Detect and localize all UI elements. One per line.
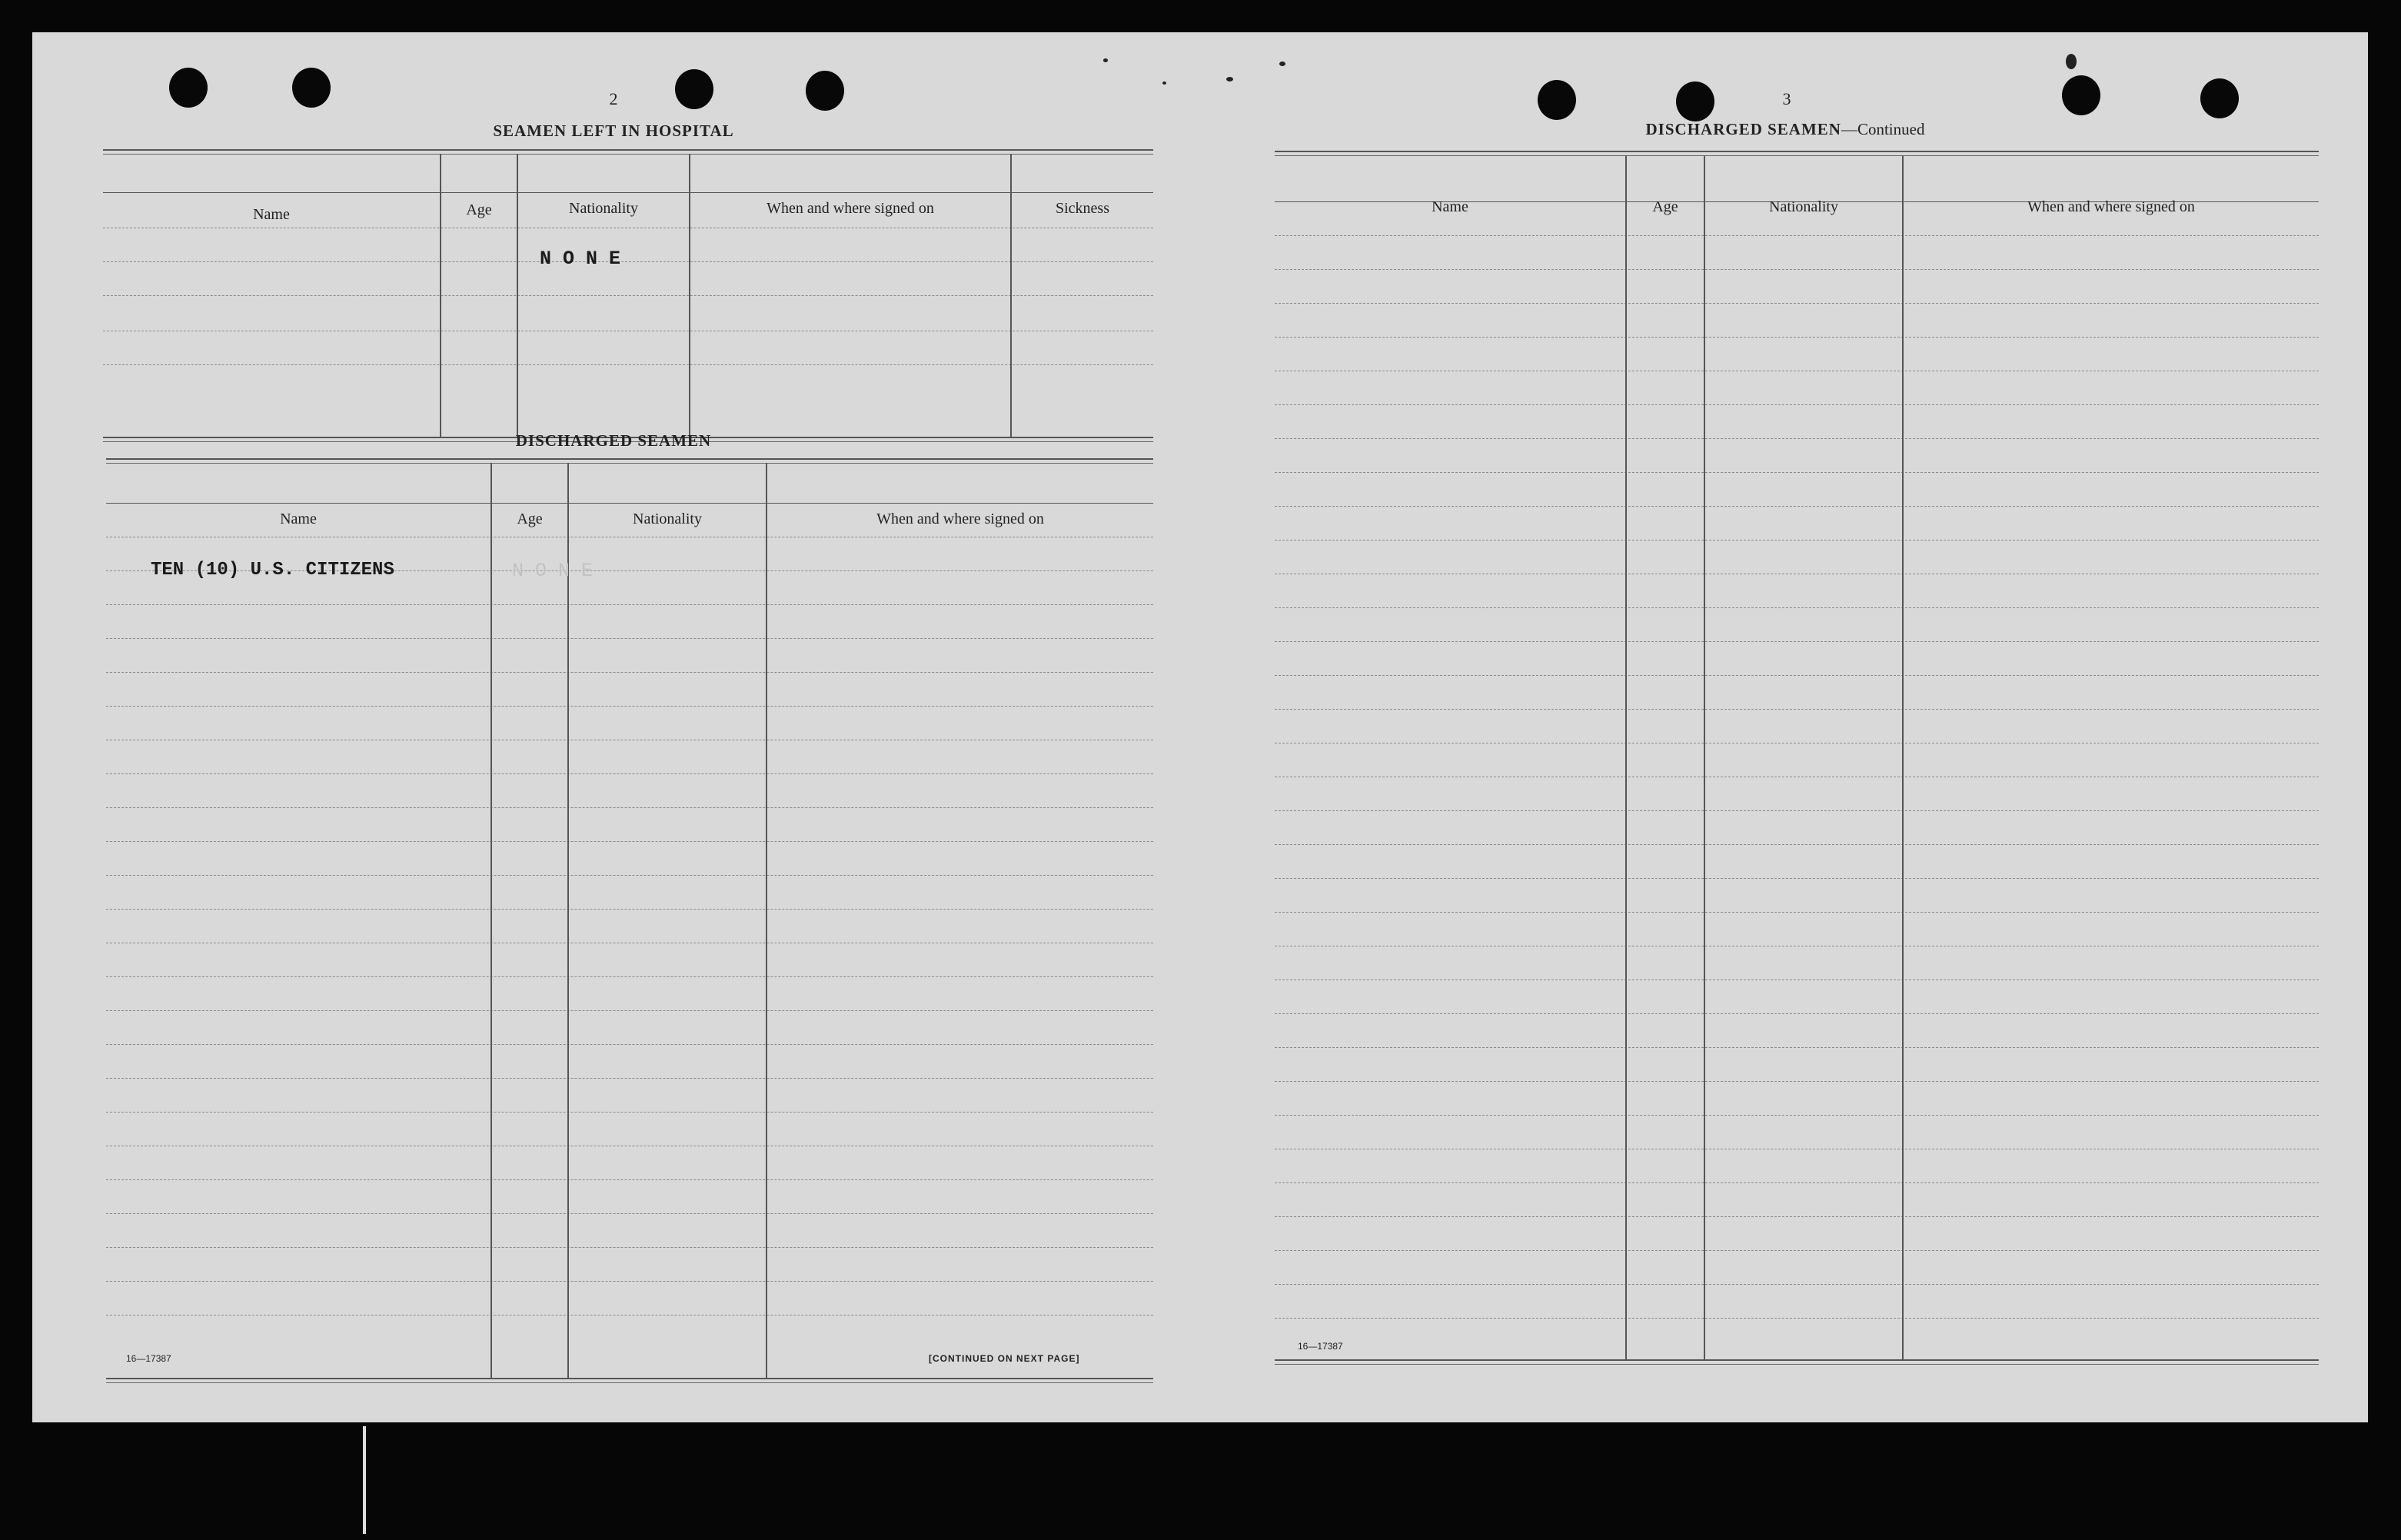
form-number-right: 16—17387 bbox=[1298, 1341, 1343, 1352]
discharged-col-age: Age bbox=[517, 511, 543, 527]
discharged-continued-table bbox=[1275, 151, 2319, 1369]
discharged-col-nationality: Nationality bbox=[633, 511, 702, 527]
punch-hole bbox=[2200, 78, 2239, 118]
edge-mark bbox=[363, 1426, 366, 1534]
hospital-col-sickness: Sickness bbox=[1056, 200, 1109, 217]
speck bbox=[2066, 54, 2077, 69]
speck bbox=[1226, 77, 1233, 81]
hospital-col-age: Age bbox=[466, 201, 492, 218]
continued-col-age: Age bbox=[1652, 198, 1678, 215]
discharged-continued-title-main: DISCHARGED SEAMEN bbox=[1645, 120, 1841, 138]
punch-hole bbox=[1538, 80, 1576, 120]
hospital-col-signed-on: When and where signed on bbox=[767, 200, 934, 217]
document-sheet bbox=[32, 32, 2368, 1422]
discharged-col-signed-on: When and where signed on bbox=[876, 511, 1044, 527]
punch-hole bbox=[169, 68, 208, 108]
punch-hole bbox=[1676, 81, 1714, 121]
punch-hole bbox=[2062, 75, 2100, 115]
discharged-table bbox=[106, 458, 1153, 1387]
hospital-col-name: Name bbox=[253, 206, 290, 223]
continued-col-signed-on: When and where signed on bbox=[2027, 198, 2195, 215]
page-number-left: 2 bbox=[609, 89, 618, 108]
continued-note: [CONTINUED ON NEXT PAGE] bbox=[929, 1353, 1080, 1364]
speck bbox=[1103, 58, 1108, 62]
punch-hole bbox=[806, 71, 844, 111]
hospital-entry-none: N O N E bbox=[540, 248, 621, 270]
discharged-entry-faded: N O N E bbox=[512, 560, 594, 582]
discharged-continued-title-suffix: —Continued bbox=[1841, 120, 1925, 138]
punch-hole bbox=[292, 68, 331, 108]
hospital-col-nationality: Nationality bbox=[569, 200, 638, 217]
discharged-col-name: Name bbox=[280, 511, 317, 527]
discharged-continued-title bbox=[1593, 120, 1977, 139]
page-number-right: 3 bbox=[1782, 89, 1791, 108]
hospital-section-title: SEAMEN LEFT IN HOSPITAL bbox=[493, 121, 734, 140]
continued-col-nationality: Nationality bbox=[1769, 198, 1838, 215]
speck bbox=[1279, 62, 1285, 66]
discharged-entry-name: TEN (10) U.S. CITIZENS bbox=[151, 560, 394, 580]
continued-col-name: Name bbox=[1432, 198, 1468, 215]
form-number-left: 16—17387 bbox=[126, 1353, 171, 1364]
discharged-section-title: DISCHARGED SEAMEN bbox=[515, 431, 712, 450]
punch-hole bbox=[675, 69, 713, 109]
speck bbox=[1162, 81, 1166, 85]
hospital-table bbox=[103, 149, 1153, 447]
